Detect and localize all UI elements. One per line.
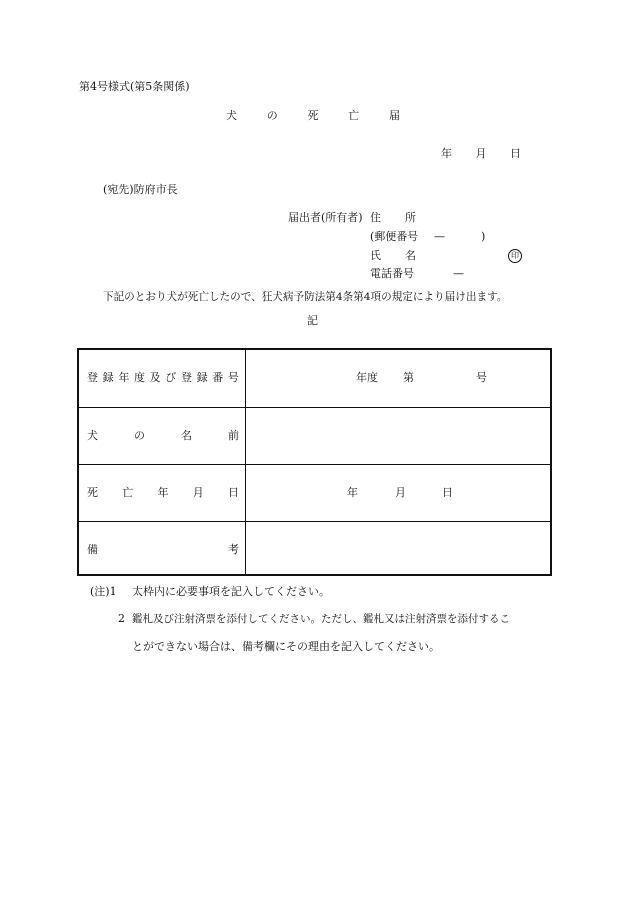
postal-dash: —: [434, 230, 445, 243]
label-char: 考: [228, 543, 239, 556]
label-char: 年: [118, 371, 130, 384]
note-2-line-1: 鑑札及び注射済票を添付してください。ただし、鑑札又は注射済票を添付するこ: [132, 613, 510, 625]
ki-heading: 記: [307, 314, 318, 327]
title-char: 亡: [348, 109, 360, 122]
page-title: [226, 109, 400, 123]
address-label-char: 所: [405, 211, 416, 224]
row-label-remarks: [87, 543, 239, 557]
note-1: 太枠内に必要事項を記入してください。: [132, 585, 330, 598]
label-char: 録: [196, 371, 208, 384]
address-label: [370, 211, 416, 225]
table-row: [79, 521, 550, 578]
applicant-role: 届出者(所有者): [288, 211, 363, 224]
label-char: 録: [102, 371, 114, 384]
title-char: 届: [389, 109, 400, 122]
label-char: の: [134, 429, 145, 442]
value-day: 日: [442, 486, 453, 499]
note-2-line-2: とができない場合は、備考欄にその理由を記入してください。: [132, 640, 440, 653]
label-char: 亡: [122, 486, 134, 499]
table-row: [79, 350, 550, 407]
label-char: 月: [192, 486, 204, 499]
addressee: (宛先)防府市長: [103, 183, 178, 196]
value-year: 年: [347, 486, 358, 499]
label-char: 及: [149, 371, 161, 384]
label-char: 前: [228, 429, 239, 442]
label-char: 名: [181, 429, 192, 442]
label-char: び: [165, 371, 177, 384]
value-nendo: 年度: [356, 371, 378, 384]
name-label-char: 名: [405, 249, 416, 262]
date-month: 月: [475, 147, 487, 160]
registration-table: [77, 348, 552, 576]
form-id: 第4号様式(第5条関係): [79, 80, 190, 93]
label-char: 番: [212, 371, 224, 384]
label-char: 登: [180, 371, 192, 384]
seal-mark: [508, 248, 522, 263]
notes-prefix: (注)1: [90, 585, 117, 598]
date-line: [441, 147, 521, 161]
phone-label: 電話番号: [370, 267, 414, 280]
title-char: 死: [307, 109, 319, 122]
row-label-death-date: [87, 486, 239, 500]
label-char: 備: [87, 543, 98, 556]
date-year: 年: [441, 147, 452, 160]
value-go: 号: [476, 371, 487, 384]
value-dai: 第: [403, 371, 414, 384]
label-char: 号: [227, 371, 239, 384]
label-char: 日: [228, 486, 239, 499]
seal-icon: 印: [508, 249, 522, 263]
label-char: 犬: [87, 429, 98, 442]
title-char: 犬: [226, 109, 237, 122]
address-label-char: 住: [370, 211, 381, 224]
table-row: [79, 464, 550, 521]
table-row: [79, 407, 550, 464]
value-month: 月: [395, 486, 406, 499]
name-label-char: 氏: [370, 249, 381, 262]
title-char: の: [266, 109, 278, 122]
statement: 下記のとおり犬が死亡したので、狂犬病予防法第4条第4項の規定により届け出ます。: [103, 291, 508, 303]
date-day: 日: [510, 147, 521, 160]
label-char: 度: [133, 371, 145, 384]
phone-dash: —: [453, 267, 464, 280]
label-char: 死: [87, 486, 98, 499]
postal-close: ): [481, 230, 486, 243]
row-label-registration: [87, 371, 239, 385]
postal-open: (郵便番号: [370, 230, 419, 243]
label-char: 登: [87, 371, 98, 384]
label-char: 年: [157, 486, 169, 499]
name-label: [370, 249, 416, 263]
row-label-dog-name: [87, 429, 239, 443]
note-2-number: 2: [118, 612, 125, 625]
